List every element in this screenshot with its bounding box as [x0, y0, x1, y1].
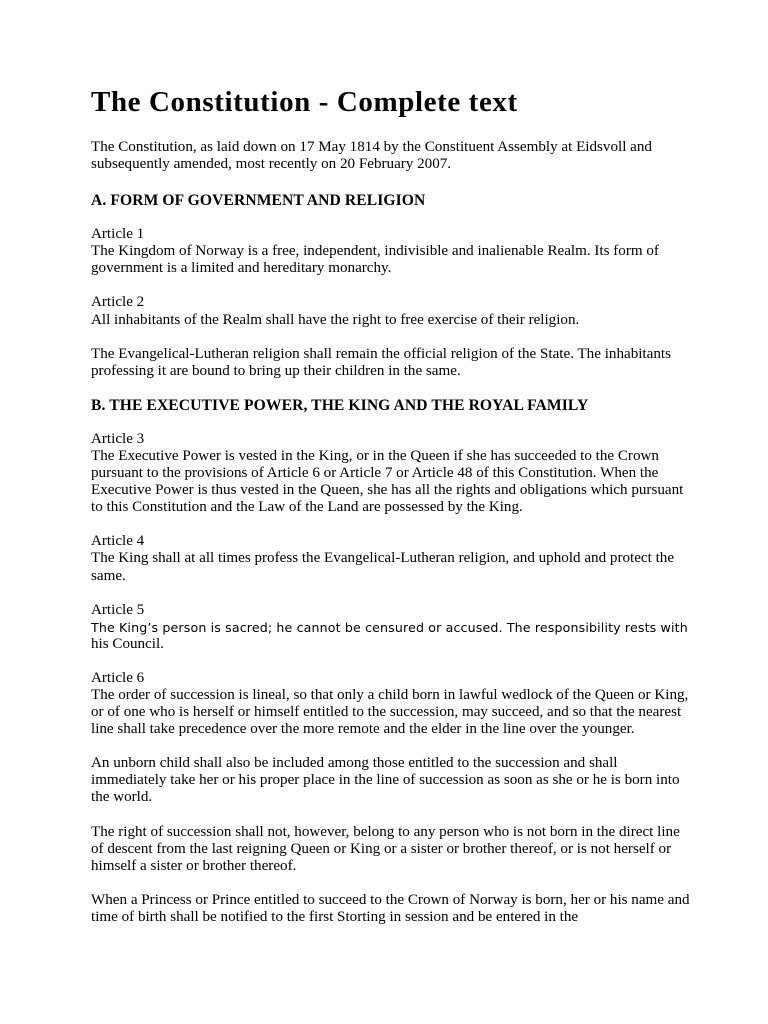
article-3 — [91, 431, 691, 516]
article-1 — [91, 226, 691, 277]
intro-paragraph: The Constitution, as laid down on 17 May 1814 by the Constituent Assembly at Eidsvoll and subsequently amended, most recently on 20 February 2007. — [91, 139, 652, 173]
article-6-label: Article 6 — [91, 669, 145, 686]
article-6-text: The order of succession is lineal, so that only a child born in lawful wedlock of the Queen or King, or of one who is herself or himself entitled to the succession, may succeed, and so that the nearest line shall take precedence over the more remote and the elder in the line over the younger. — [91, 686, 689, 738]
article-1-label: Article 1 — [91, 226, 145, 243]
document-title: The Constitution - Complete text — [91, 86, 518, 118]
article-5 — [91, 602, 691, 653]
article-6-paragraph-2: An unborn child shall also be included among those entitled to the succession and shall immediately take her or his proper place in the line of succession as soon as she or he is born into the world. — [91, 755, 680, 806]
article-2-paragraph-2: The Evangelical-Lutheran religion shall remain the official religion of the State. The inhabitants professing it are bound to bring up their children in the same. — [91, 345, 671, 379]
article-5-text-line-2: his Council. — [91, 635, 164, 652]
article-3-label: Article 3 — [91, 430, 145, 447]
article-2-label: Article 2 — [91, 294, 145, 311]
article-3-text: The Executive Power is vested in the King, or in the Queen if she has succeeded to the Crown pursuant to the provisions of Article 6 or Article 7 or Article 48 of this Constitution. When the Executive Power is thus vested in the Queen, she has all the rights and obligations which pursuant to this Constitution and the Law of the Land are possessed by the King. — [91, 447, 684, 516]
article-4-label: Article 4 — [91, 533, 145, 550]
document-page — [91, 84, 691, 943]
article-6-paragraph-3: The right of succession shall not, however, belong to any person who is not born in the direct line of descent from the last reigning Queen or King or a sister or brother thereof, or is not herself or himself a sister or brother thereof. — [91, 823, 680, 874]
article-6 — [91, 670, 691, 738]
section-a-heading: A. FORM OF GOVERNMENT AND RELIGION — [91, 192, 426, 210]
article-2-text: All inhabitants of the Realm shall have the right to free exercise of their religion. — [91, 311, 580, 328]
article-2 — [91, 294, 691, 328]
article-5-label: Article 5 — [91, 601, 145, 618]
article-4 — [91, 533, 691, 584]
section-b-heading: B. THE EXECUTIVE POWER, THE KING AND THE ROYAL FAMILY — [91, 396, 589, 414]
article-4-text: The King shall at all times profess the Evangelical-Lutheran religion, and uphold and protect the same. — [91, 550, 675, 584]
article-5-text-line-1: The King’s person is sacred; he cannot be censured or accused. The responsibility rests with — [91, 619, 688, 635]
article-6-paragraph-4: When a Princess or Prince entitled to succeed to the Crown of Norway is born, her or his name and time of birth shall be notified to the first Storting in session and be entered in the — [91, 891, 690, 925]
article-1-text: The Kingdom of Norway is a free, independent, indivisible and inalienable Realm. Its form of government is a limited and hereditary monarchy. — [91, 243, 659, 277]
